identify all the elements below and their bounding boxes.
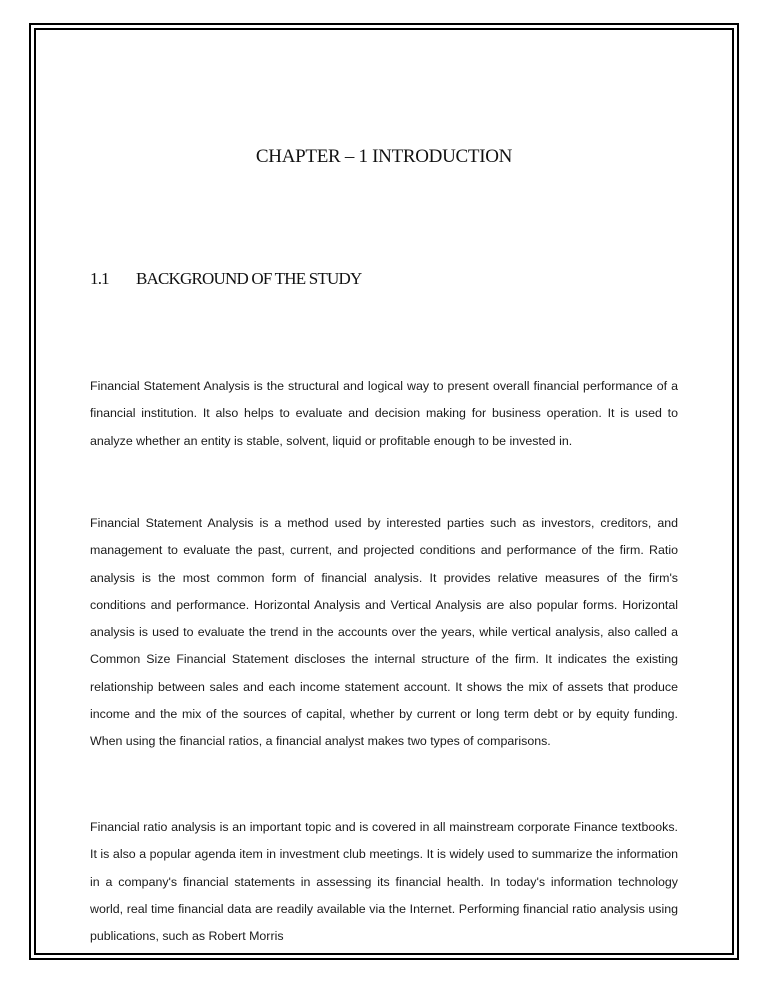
paragraph-2: Financial Statement Analysis is a method used by interested parties such as investors, creditors, and management to evaluate the past, current, and projected conditions and performance of the firm. Ratio analysis is the most common form of financial analysis. It provides relative measures of the firm's conditions and performance. Horizontal Analysis and Vertical Analysis are also popular forms. Horizontal analysis is used to evaluate the trend in the accounts over the years, while vertical analysis, also called a Common Size Financial Statement discloses the internal structure of the firm. It indicates the existing relationship between sales and each income statement account. It shows the mix of assets that produce income and the mix of the sources of capital, whether by current or long term debt or by equity funding. When using the financial ratios, a financial analyst makes two types of comparisons. (90, 516, 678, 749)
paragraph-1: Financial Statement Analysis is the structural and logical way to present overall financial performance of a financial institution. It also helps to evaluate and decision making for business operation. It is used to analyze whether an entity is stable, solvent, liquid or profitable enough to be invested in. (90, 379, 678, 448)
section-title: BACKGROUND OF THE STUDY (136, 269, 362, 288)
chapter-title: CHAPTER – 1 INTRODUCTION (255, 146, 513, 167)
section-number: 1.1 (90, 269, 109, 288)
paragraph-3: Financial ratio analysis is an important topic and is covered in all mainstream corporate Finance textbooks. It is also a popular agenda item in investment club meetings. It is widely used to summarize the information in a company's financial statements in assessing its financial health. In today's information technology world, real time financial data are readily available via the Internet. Performing financial ratio analysis using publications, such as Robert Morris (90, 820, 678, 944)
section-heading (90, 269, 361, 289)
